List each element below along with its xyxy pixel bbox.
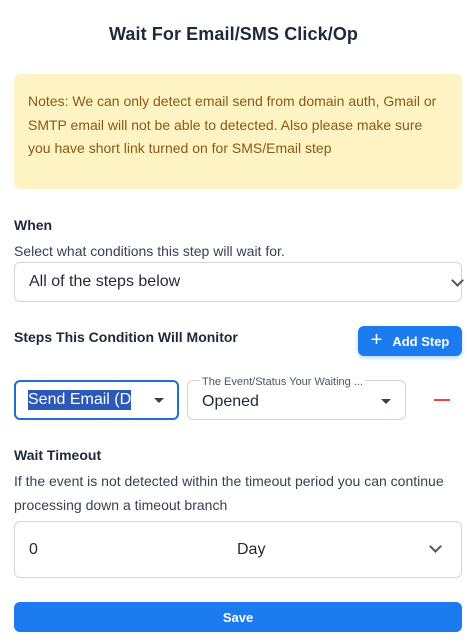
event-select[interactable] [187,376,406,420]
chevron-down-icon [429,540,442,553]
save-button[interactable]: Save [14,602,462,632]
notice-box [14,74,462,189]
monitor-label: Steps This Condition Will Monitor [14,329,238,345]
timeout-field[interactable] [14,521,462,578]
add-step-button[interactable] [358,326,462,356]
step-select-value: Send Email (D [28,391,132,408]
panel-title: Wait For Email/SMS Click/Op [108,24,359,44]
add-step-label: Add Step [392,333,450,349]
remove-step-icon[interactable] [434,399,450,401]
plus-icon: + [370,329,383,351]
event-select-value: Opened [202,393,259,410]
timeout-help-text: If the event is not detected within the timeout period you can continue processing down a timeout branch [14,473,444,513]
when-help-text: Select what conditions this step will wait for. [14,243,285,259]
when-select[interactable] [14,262,462,302]
timeout-value-input[interactable]: 0 [29,540,38,558]
timeout-label: Wait Timeout [14,447,102,463]
caret-down-icon [381,399,391,404]
chevron-down-icon [451,274,464,287]
step-select[interactable] [14,380,179,420]
caret-down-icon [154,398,164,403]
when-label: When [14,217,53,233]
notice-text: Notes: We can only detect email send from domain auth, Gmail or SMTP email will not be able to detected. Also please make sure you have short link turned on for SMS/Email step [28,93,437,156]
when-select-value: All of the steps below [29,273,181,290]
timeout-unit-select[interactable]: Day [237,540,266,558]
event-select-label: The Event/Status Your Waiting ... [202,376,364,388]
